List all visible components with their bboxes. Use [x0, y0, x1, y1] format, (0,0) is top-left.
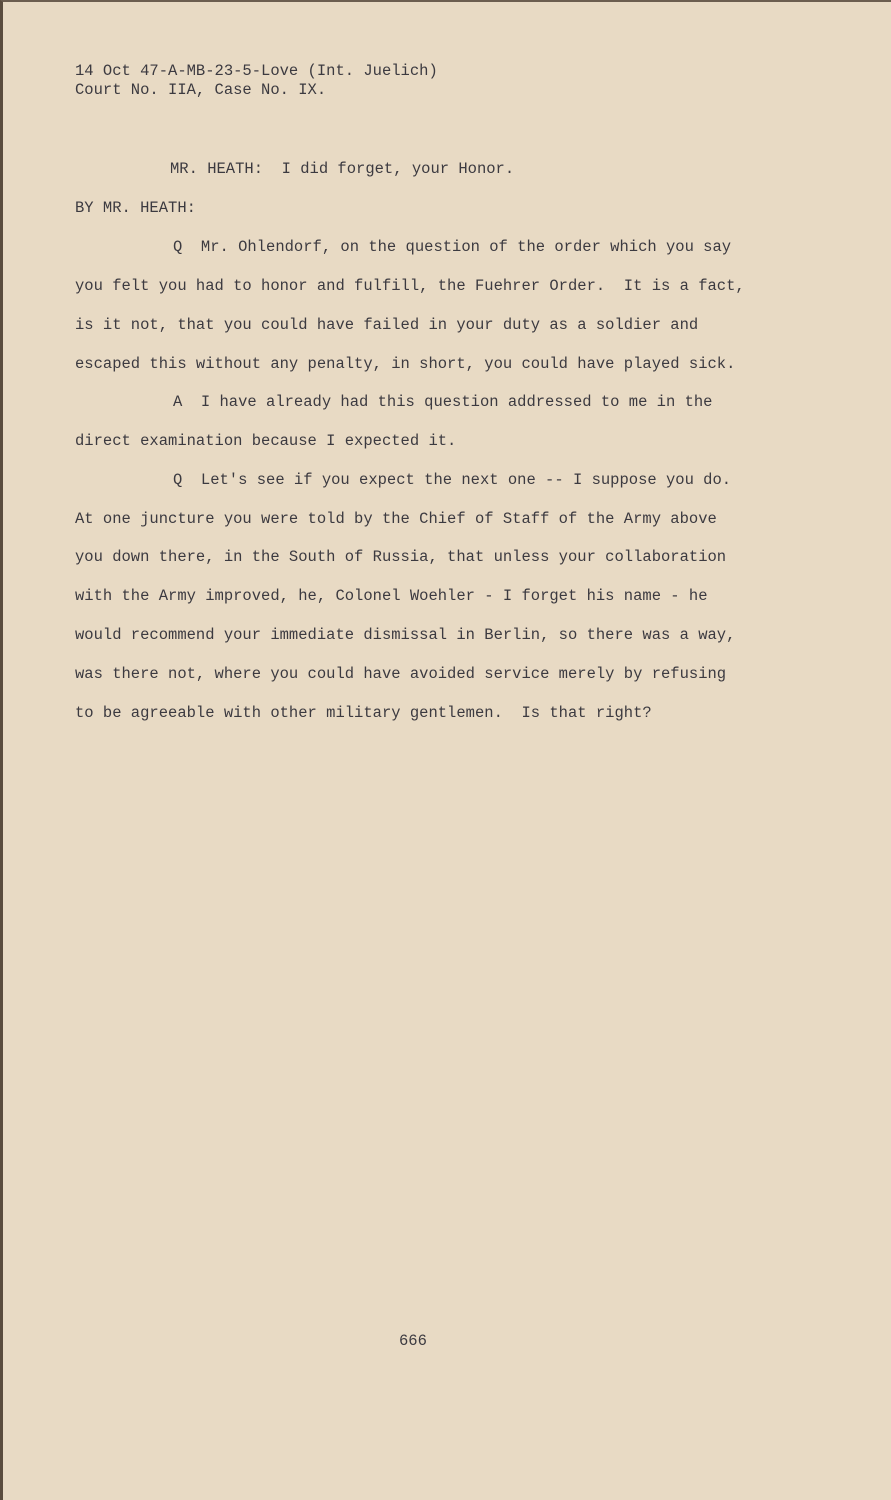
transcript-line: Q Mr. Ohlendorf, on the question of the order which you say	[173, 238, 732, 256]
transcript-line: is it not, that you could have failed in your duty as a soldier and	[75, 316, 699, 334]
document-header	[75, 62, 438, 100]
transcript-line: escaped this without any penalty, in short, you could have played sick.	[75, 355, 736, 373]
transcript-line: you felt you had to honor and fulfill, the Fuehrer Order. It is a fact,	[75, 277, 745, 295]
transcript-line: A I have already had this question addressed to me in the	[173, 393, 713, 411]
transcript-line: MR. HEATH: I did forget, your Honor.	[170, 160, 515, 178]
transcript-line: you down there, in the South of Russia, that unless your collaboration	[75, 548, 727, 566]
header-court-line: Court No. IIA, Case No. IX.	[75, 81, 327, 99]
header-date-line: 14 Oct 47-A-MB-23-5-Love (Int. Juelich)	[75, 62, 438, 80]
transcript-line: BY MR. HEATH:	[75, 199, 196, 217]
transcript-line: Q Let's see if you expect the next one -- I suppose you do.	[173, 471, 732, 489]
transcript-line: was there not, where you could have avoided service merely by refusing	[75, 665, 727, 683]
page-number: 666	[399, 1332, 427, 1350]
transcript-line: direct examination because I expected it.	[75, 432, 457, 450]
transcript-line: with the Army improved, he, Colonel Woehler - I forget his name - he	[75, 587, 708, 605]
transcript-line: At one juncture you were told by the Chief of Staff of the Army above	[75, 510, 717, 528]
transcript-line: to be agreeable with other military gentlemen. Is that right?	[75, 704, 652, 722]
transcript-line: would recommend your immediate dismissal in Berlin, so there was a way,	[75, 626, 736, 644]
